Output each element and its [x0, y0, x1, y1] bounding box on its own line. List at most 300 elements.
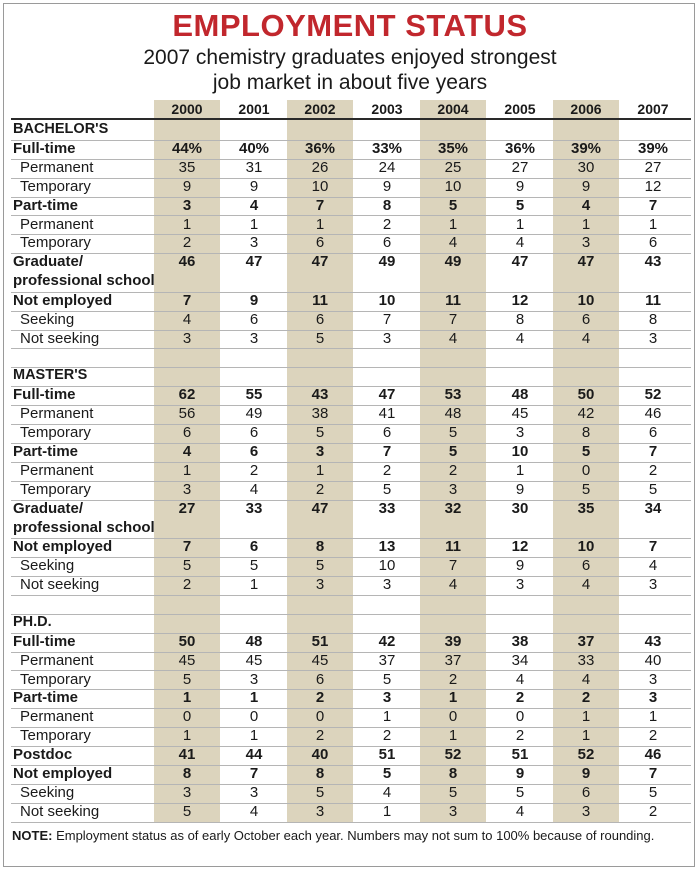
cell-2007: 5 — [648, 783, 658, 801]
cell-2002: 3 — [315, 443, 325, 460]
cell-2003: 2 — [382, 727, 392, 745]
row-label: Seeking — [20, 310, 75, 328]
cell-2005: 8 — [515, 310, 525, 328]
cell-2006: 35 — [577, 499, 595, 517]
row-label: MASTER'S — [13, 367, 88, 384]
cell-2001: 2 — [249, 461, 259, 479]
cell-2002: 11 — [312, 291, 328, 309]
cell-2002: 3 — [315, 802, 325, 820]
cell-2003: 1 — [382, 708, 392, 726]
cell-2002: 38 — [311, 405, 329, 423]
cell-2005: 30 — [511, 499, 529, 517]
cell-2003: 2 — [382, 215, 392, 233]
cell-2004: 4 — [448, 576, 458, 593]
cell-2004: 1 — [448, 215, 458, 233]
cell-2007: 2 — [648, 802, 658, 820]
table-row — [11, 538, 691, 558]
section-header — [11, 367, 691, 387]
cell-2006: 2 — [581, 689, 591, 707]
row-label: Part-time — [13, 443, 79, 460]
cell-2005: 9 — [515, 177, 525, 195]
cell-2000: 1 — [182, 215, 192, 233]
cell-2004: 4 — [448, 329, 458, 347]
table-row — [11, 330, 691, 350]
subtitle-line-2: job market in about five years — [212, 71, 488, 94]
cell-2004: 5 — [448, 443, 458, 460]
cell-2006: 0 — [581, 461, 591, 479]
cell-2002: 2 — [315, 727, 325, 745]
cell-2007: 1 — [648, 215, 658, 233]
cell-2004: 3 — [448, 802, 458, 820]
cell-2004: 39 — [444, 632, 462, 650]
cell-2006: 6 — [581, 783, 591, 801]
cell-2003: 33 — [378, 499, 396, 517]
cell-2004: 4 — [448, 234, 458, 252]
cell-2000: 3 — [182, 783, 192, 801]
cell-2007: 5 — [648, 480, 658, 498]
cell-2005: 51 — [511, 746, 529, 764]
cell-2001: 6 — [249, 538, 259, 556]
cell-2005: 4 — [515, 234, 525, 252]
row-label: Postdoc — [13, 746, 73, 764]
row-label: Not seeking — [20, 802, 100, 820]
cell-2007: 27 — [644, 158, 662, 176]
cell-2000: 35 — [178, 158, 196, 176]
row-label: Not seeking — [20, 576, 100, 593]
cell-2006: 9 — [581, 765, 591, 782]
cell-2005: 4 — [515, 802, 525, 820]
cell-2002: 5 — [315, 329, 325, 347]
cell-2002: 51 — [311, 632, 329, 650]
table-row — [11, 671, 691, 691]
cell-2003: 13 — [378, 538, 396, 556]
footnote — [12, 828, 654, 843]
cell-2002: 8 — [315, 538, 325, 556]
cell-2003: 5 — [382, 670, 392, 688]
row-label: Temporary — [20, 424, 91, 442]
subtitle-line-1: 2007 chemistry graduates enjoyed strongest — [143, 46, 557, 69]
cell-2000: 3 — [182, 196, 192, 214]
cell-2001: 55 — [245, 386, 263, 404]
cell-2002: 5 — [315, 783, 325, 801]
cell-2007: 46 — [644, 746, 662, 764]
cell-2003: 3 — [382, 576, 392, 593]
cell-2005: 12 — [511, 538, 529, 556]
row-label: Not employed — [13, 765, 113, 782]
cell-2004: 49 — [444, 253, 462, 271]
cell-2000: 44% — [171, 139, 203, 157]
row-label: Permanent — [20, 708, 94, 726]
cell-2000: 41 — [178, 746, 196, 764]
cell-2004: 48 — [444, 405, 462, 423]
cell-2003: 9 — [382, 177, 392, 195]
cell-2005: 48 — [511, 386, 529, 404]
cell-2003: 5 — [382, 765, 392, 782]
cell-2005: 34 — [511, 651, 529, 669]
cell-2005: 4 — [515, 329, 525, 347]
cell-2001: 6 — [249, 424, 259, 442]
cell-2003: 24 — [378, 158, 396, 176]
cell-2000: 6 — [182, 424, 192, 442]
cell-2001: 3 — [249, 670, 259, 688]
cell-2002: 2 — [315, 480, 325, 498]
cell-2005: 5 — [515, 783, 525, 801]
cell-2007: 4 — [648, 557, 658, 575]
year-header: 2000 — [171, 101, 203, 117]
cell-2001: 4 — [249, 802, 259, 820]
cell-2006: 6 — [581, 557, 591, 575]
row-label: Not seeking — [20, 329, 100, 347]
cell-2006: 5 — [581, 480, 591, 498]
row-label: Temporary — [20, 670, 91, 688]
cell-2004: 0 — [448, 708, 458, 726]
cell-2003: 37 — [378, 651, 396, 669]
cell-2002: 0 — [315, 708, 325, 726]
table-row — [11, 689, 691, 709]
cell-2001: 6 — [249, 443, 259, 460]
row-label: Not employed — [13, 538, 113, 556]
cell-2006: 1 — [581, 215, 591, 233]
cell-2003: 49 — [378, 253, 396, 271]
cell-2001: 7 — [249, 765, 259, 782]
row-label: Permanent — [20, 158, 94, 176]
cell-2005: 9 — [515, 480, 525, 498]
cell-2004: 25 — [444, 158, 462, 176]
cell-2000: 2 — [182, 576, 192, 593]
section-header — [11, 121, 691, 141]
section-header — [11, 614, 691, 634]
cell-2002: 6 — [315, 310, 325, 328]
page-title: EMPLOYMENT STATUS — [172, 8, 528, 43]
cell-2001: 3 — [249, 329, 259, 347]
cell-2003: 41 — [378, 405, 396, 423]
row-label-line-2: professional school — [13, 272, 155, 290]
cell-2001: 6 — [249, 310, 259, 328]
cell-2001: 49 — [245, 405, 263, 423]
cell-2004: 7 — [448, 310, 458, 328]
row-label: Full-time — [13, 139, 76, 157]
cell-2000: 46 — [178, 253, 196, 271]
year-header: 2004 — [437, 101, 469, 117]
cell-2001: 33 — [245, 499, 263, 517]
cell-2003: 10 — [378, 291, 396, 309]
cell-2001: 3 — [249, 234, 259, 252]
cell-2001: 45 — [245, 651, 263, 669]
row-label: Temporary — [20, 177, 91, 195]
row-label: Graduate/ — [13, 499, 84, 517]
table-row — [11, 500, 691, 540]
cell-2004: 2 — [448, 461, 458, 479]
cell-2003: 3 — [382, 689, 392, 707]
section-spacer — [11, 595, 691, 615]
cell-2006: 8 — [581, 424, 591, 442]
cell-2000: 27 — [178, 499, 196, 517]
cell-2000: 62 — [178, 386, 196, 404]
cell-2007: 7 — [648, 765, 658, 782]
table-row — [11, 727, 691, 747]
cell-2000: 1 — [182, 727, 192, 745]
row-label: BACHELOR'S — [13, 121, 109, 137]
cell-2003: 2 — [382, 461, 392, 479]
table-row — [11, 197, 691, 217]
year-header: 2001 — [238, 101, 270, 117]
table-row — [11, 784, 691, 804]
cell-2001: 9 — [249, 291, 259, 309]
cell-2007: 40 — [644, 651, 662, 669]
cell-2001: 4 — [249, 480, 259, 498]
cell-2005: 0 — [515, 708, 525, 726]
cell-2002: 1 — [315, 461, 325, 479]
cell-2005: 38 — [511, 632, 529, 650]
cell-2007: 11 — [645, 291, 661, 309]
cell-2007: 8 — [648, 310, 658, 328]
cell-2002: 26 — [311, 158, 329, 176]
cell-2005: 9 — [515, 557, 525, 575]
cell-2007: 3 — [648, 329, 658, 347]
cell-2002: 10 — [311, 177, 329, 195]
cell-2002: 36% — [304, 139, 336, 157]
cell-2005: 36% — [504, 139, 536, 157]
cell-2000: 5 — [182, 557, 192, 575]
cell-2003: 6 — [382, 234, 392, 252]
row-label: Permanent — [20, 405, 94, 423]
cell-2000: 9 — [182, 177, 192, 195]
row-label: Permanent — [20, 461, 94, 479]
row-label: Temporary — [20, 727, 91, 745]
cell-2002: 3 — [315, 576, 325, 593]
row-label: Temporary — [20, 234, 91, 252]
cell-2004: 8 — [448, 765, 458, 782]
year-header: 2007 — [637, 101, 669, 117]
header-rule — [11, 118, 691, 120]
table-row — [11, 803, 691, 823]
cell-2002: 47 — [311, 499, 329, 517]
cell-2001: 0 — [249, 708, 259, 726]
cell-2001: 1 — [249, 576, 259, 593]
cell-2006: 37 — [577, 632, 595, 650]
cell-2002: 5 — [315, 557, 325, 575]
cell-2007: 12 — [644, 177, 662, 195]
cell-2000: 56 — [178, 405, 196, 423]
cell-2004: 7 — [448, 557, 458, 575]
footnote-label: NOTE: — [12, 828, 53, 843]
cell-2002: 43 — [311, 386, 329, 404]
cell-2007: 6 — [648, 234, 658, 252]
cell-2001: 31 — [245, 158, 263, 176]
row-label: Full-time — [13, 632, 76, 650]
cell-2006: 30 — [577, 158, 595, 176]
cell-2007: 2 — [648, 727, 658, 745]
table-row — [11, 652, 691, 672]
cell-2000: 45 — [178, 651, 196, 669]
table-row — [11, 140, 691, 160]
row-label: Seeking — [20, 783, 75, 801]
cell-2006: 1 — [581, 727, 591, 745]
cell-2004: 52 — [444, 746, 462, 764]
table-row — [11, 746, 691, 766]
cell-2004: 3 — [448, 480, 458, 498]
cell-2000: 5 — [182, 802, 192, 820]
cell-2007: 2 — [648, 461, 658, 479]
cell-2003: 6 — [382, 424, 392, 442]
cell-2000: 2 — [182, 234, 192, 252]
cell-2003: 47 — [378, 386, 396, 404]
table-row — [11, 159, 691, 179]
cell-2005: 47 — [511, 253, 529, 271]
cell-2001: 1 — [249, 215, 259, 233]
cell-2002: 6 — [315, 234, 325, 252]
cell-2005: 1 — [515, 461, 525, 479]
cell-2007: 43 — [644, 632, 662, 650]
cell-2005: 3 — [515, 424, 525, 442]
cell-2006: 4 — [581, 196, 591, 214]
cell-2001: 1 — [249, 689, 259, 707]
footnote-text: Employment status as of early October each year. Numbers may not sum to 100% because of rounding. — [52, 828, 655, 843]
cell-2005: 4 — [515, 670, 525, 688]
cell-2005: 5 — [515, 196, 525, 214]
table-row — [11, 386, 691, 406]
cell-2006: 9 — [581, 177, 591, 195]
cell-2000: 50 — [178, 632, 196, 650]
cell-2007: 7 — [648, 196, 658, 214]
cell-2001: 44 — [245, 746, 263, 764]
year-header: 2005 — [504, 101, 536, 117]
row-label: Part-time — [13, 689, 79, 707]
table-row — [11, 576, 691, 596]
cell-2002: 45 — [311, 651, 329, 669]
cell-2006: 4 — [581, 670, 591, 688]
cell-2003: 3 — [382, 329, 392, 347]
table-row — [11, 216, 691, 236]
cell-2002: 40 — [311, 746, 329, 764]
row-label: Permanent — [20, 651, 94, 669]
cell-2006: 33 — [577, 651, 595, 669]
cell-2006: 6 — [581, 310, 591, 328]
cell-2002: 6 — [315, 670, 325, 688]
row-label: PH.D. — [13, 613, 52, 630]
cell-2004: 10 — [444, 177, 462, 195]
table-row — [11, 462, 691, 482]
cell-2003: 4 — [382, 783, 392, 801]
cell-2000: 0 — [182, 708, 192, 726]
cell-2006: 42 — [577, 405, 595, 423]
cell-2004: 53 — [444, 386, 462, 404]
cell-2005: 45 — [511, 405, 529, 423]
cell-2001: 40% — [238, 139, 270, 157]
cell-2007: 43 — [644, 253, 662, 271]
table-row — [11, 405, 691, 425]
cell-2006: 3 — [581, 234, 591, 252]
cell-2006: 10 — [577, 291, 595, 309]
cell-2006: 4 — [581, 576, 591, 593]
cell-2003: 33% — [371, 139, 403, 157]
cell-2007: 46 — [644, 405, 662, 423]
table-row — [11, 708, 691, 728]
table-row — [11, 253, 691, 293]
cell-2000: 5 — [182, 670, 192, 688]
cell-2003: 7 — [382, 310, 392, 328]
cell-2006: 1 — [581, 708, 591, 726]
cell-2001: 1 — [249, 727, 259, 745]
table-row — [11, 765, 691, 785]
year-header: 2002 — [304, 101, 336, 117]
cell-2004: 2 — [448, 670, 458, 688]
cell-2000: 7 — [182, 538, 192, 556]
table-row — [11, 311, 691, 331]
cell-2006: 5 — [581, 443, 591, 460]
cell-2003: 7 — [382, 443, 392, 460]
cell-2000: 8 — [182, 765, 192, 782]
row-label: Part-time — [13, 196, 79, 214]
row-label: Not employed — [13, 291, 113, 309]
cell-2004: 1 — [448, 689, 458, 707]
cell-2004: 5 — [448, 783, 458, 801]
cell-2000: 7 — [182, 291, 192, 309]
cell-2000: 3 — [182, 480, 192, 498]
row-label: Temporary — [20, 480, 91, 498]
cell-2004: 5 — [448, 196, 458, 214]
table-row — [11, 178, 691, 198]
cell-2007: 3 — [648, 670, 658, 688]
cell-2007: 34 — [644, 499, 662, 517]
cell-2006: 3 — [581, 802, 591, 820]
cell-2003: 8 — [382, 196, 392, 214]
cell-2005: 2 — [515, 727, 525, 745]
cell-2007: 3 — [648, 576, 658, 593]
table-row — [11, 633, 691, 653]
row-label: Full-time — [13, 386, 76, 404]
cell-2004: 5 — [448, 424, 458, 442]
cell-2001: 9 — [249, 177, 259, 195]
table-row — [11, 481, 691, 501]
cell-2001: 5 — [249, 557, 259, 575]
year-header: 2003 — [371, 101, 403, 117]
cell-2004: 32 — [444, 499, 462, 517]
section-spacer — [11, 349, 691, 369]
cell-2000: 1 — [182, 461, 192, 479]
cell-2007: 52 — [644, 386, 662, 404]
cell-2003: 5 — [382, 480, 392, 498]
cell-2007: 7 — [648, 443, 658, 460]
row-label: Permanent — [20, 215, 94, 233]
row-label: Graduate/ — [13, 253, 84, 271]
cell-2002: 7 — [315, 196, 325, 214]
cell-2003: 1 — [382, 802, 392, 820]
cell-2001: 3 — [249, 783, 259, 801]
cell-2006: 52 — [577, 746, 595, 764]
table-row — [11, 424, 691, 444]
cell-2005: 12 — [511, 291, 529, 309]
table-row — [11, 292, 691, 312]
cell-2000: 1 — [182, 689, 192, 707]
table-row — [11, 443, 691, 463]
cell-2005: 9 — [515, 765, 525, 782]
year-header: 2006 — [570, 101, 602, 117]
cell-2005: 1 — [515, 215, 525, 233]
cell-2004: 11 — [445, 291, 461, 309]
cell-2002: 5 — [315, 424, 325, 442]
cell-2002: 1 — [315, 215, 325, 233]
cell-2003: 51 — [378, 746, 396, 764]
cell-2005: 2 — [515, 689, 525, 707]
cell-2006: 4 — [581, 329, 591, 347]
cell-2005: 27 — [511, 158, 529, 176]
cell-2003: 10 — [378, 557, 396, 575]
cell-2002: 47 — [311, 253, 329, 271]
cell-2007: 6 — [648, 424, 658, 442]
table-row — [11, 557, 691, 577]
table-row — [11, 234, 691, 254]
